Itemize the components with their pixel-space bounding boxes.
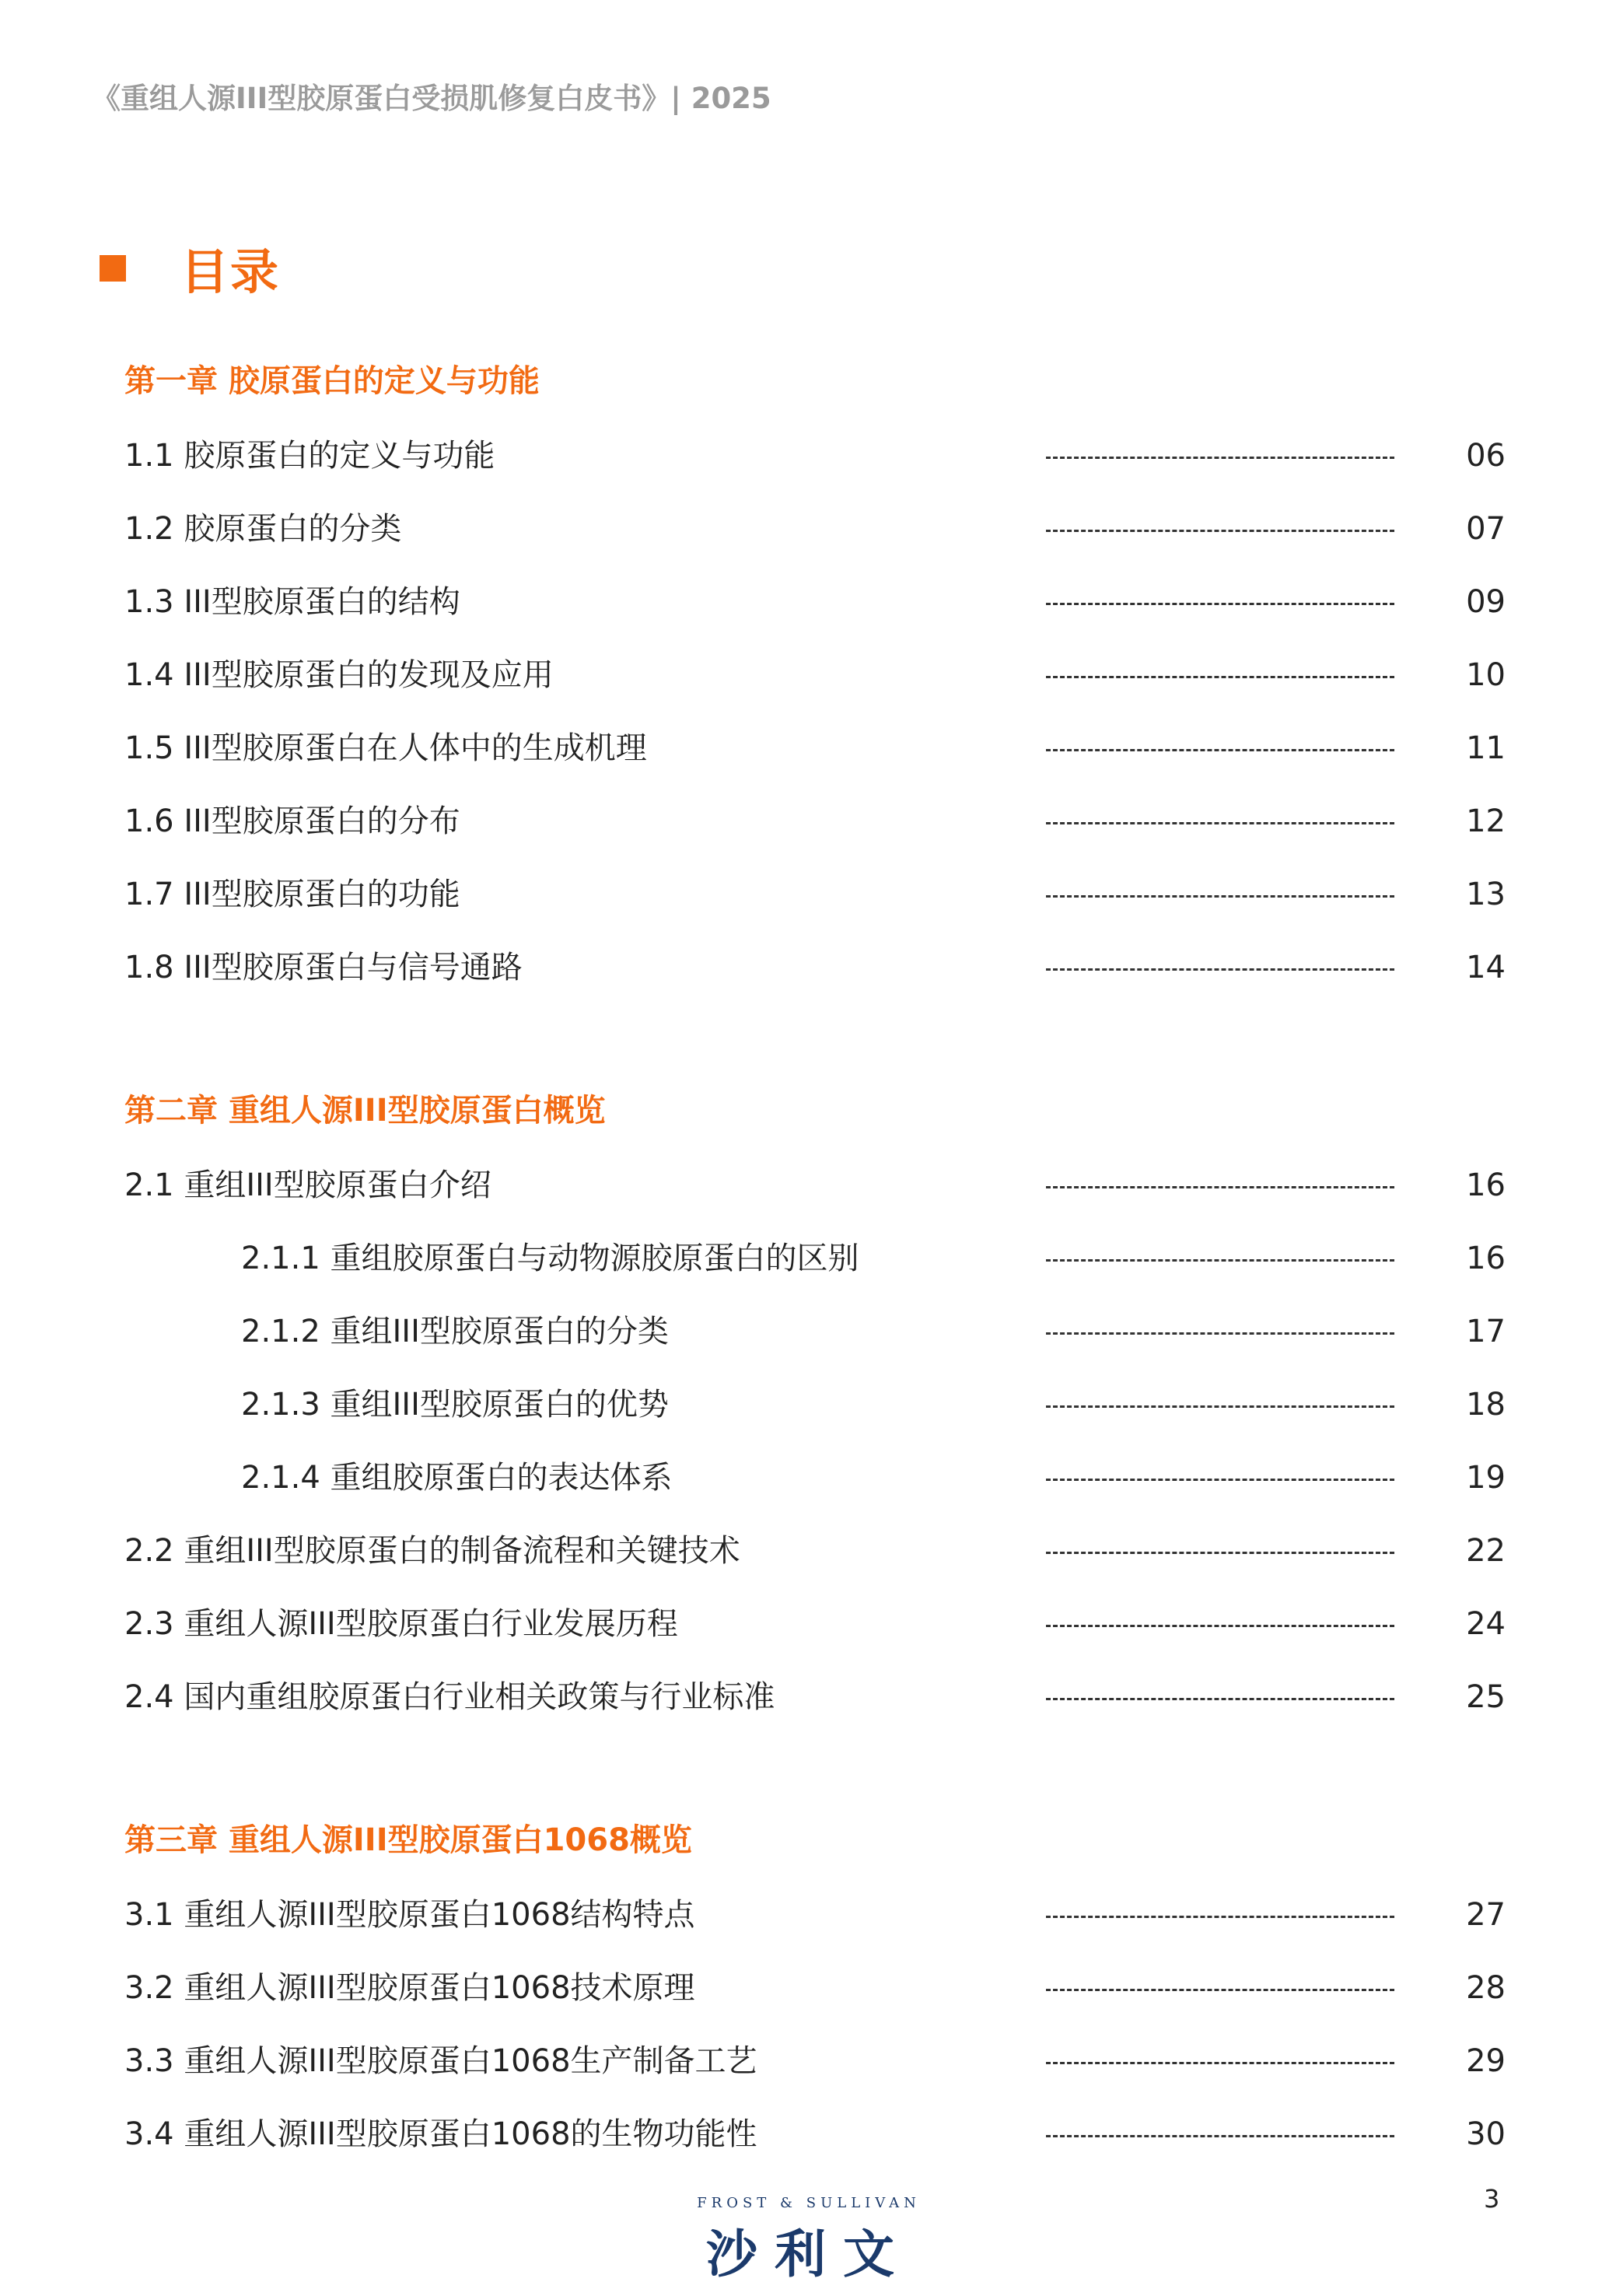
toc-entry-page: 24 [1466, 1606, 1506, 1642]
toc-entry-label: 3.2 重组人源III型胶原蛋白1068技术原理 [124, 1970, 695, 2006]
frost-sullivan-logo [684, 2195, 933, 2287]
toc-entry-page: 29 [1466, 2043, 1506, 2079]
square-bullet-icon [100, 255, 126, 282]
toc-entry[interactable] [0, 944, 1616, 991]
toc-entry-label: 1.4 III型胶原蛋白的发现及应用 [124, 657, 554, 693]
toc-entry[interactable] [0, 725, 1616, 772]
toc-entry-page: 27 [1466, 1897, 1506, 1933]
toc-entry[interactable] [0, 579, 1616, 625]
toc-entry[interactable] [0, 1892, 1616, 1938]
toc-entry-page: 22 [1466, 1533, 1506, 1569]
dot-leader [1046, 1625, 1394, 1627]
toc-entry[interactable] [0, 1965, 1616, 2011]
toc-entry-page: 07 [1466, 511, 1506, 547]
toc-entry[interactable] [0, 2038, 1616, 2084]
page-number: 3 [1484, 2184, 1500, 2214]
toc-entry-page: 09 [1466, 584, 1506, 620]
dot-leader [1046, 1186, 1394, 1188]
dot-leader [1046, 749, 1394, 751]
toc-entry[interactable] [0, 1601, 1616, 1647]
dot-leader [1046, 530, 1394, 532]
toc-entry-page: 18 [1466, 1387, 1506, 1423]
toc-entry-label: 2.1.4 重组胶原蛋白的表达体系 [241, 1460, 673, 1496]
toc-subentry[interactable] [0, 1381, 1616, 1428]
dot-leader [1046, 1552, 1394, 1554]
toc-entry[interactable] [0, 871, 1616, 918]
toc-entry[interactable] [0, 1162, 1616, 1209]
toc-entry[interactable] [0, 2111, 1616, 2158]
toc-entry-label: 1.6 III型胶原蛋白的分布 [124, 803, 460, 839]
dot-leader [1046, 1332, 1394, 1335]
toc-entry[interactable] [0, 1528, 1616, 1574]
logo-chinese: 沙利文 [706, 2224, 911, 2284]
toc-entry-page: 28 [1466, 1970, 1506, 2006]
toc-subentry[interactable] [0, 1235, 1616, 1282]
toc-entry[interactable] [0, 506, 1616, 552]
toc-entry-label: 1.7 III型胶原蛋白的功能 [124, 877, 460, 912]
toc-entry-label: 1.8 III型胶原蛋白与信号通路 [124, 950, 523, 985]
toc-entry[interactable] [0, 798, 1616, 845]
dot-leader [1046, 676, 1394, 678]
toc-entry-page: 17 [1466, 1314, 1506, 1349]
toc-entry-page: 16 [1466, 1167, 1506, 1203]
toc-entry[interactable] [0, 652, 1616, 698]
toc-entry-page: 25 [1466, 1679, 1506, 1715]
toc-entry-label: 2.1 重组III型胶原蛋白介绍 [124, 1167, 491, 1203]
toc-entry-label: 1.2 胶原蛋白的分类 [124, 511, 402, 547]
toc-heading [100, 233, 280, 303]
toc-entry-page: 10 [1466, 657, 1506, 693]
toc-entry-page: 06 [1466, 438, 1506, 474]
toc-entry-label: 2.2 重组III型胶原蛋白的制备流程和关键技术 [124, 1533, 740, 1569]
toc-entry-label: 2.1.1 重组胶原蛋白与动物源胶原蛋白的区别 [241, 1241, 859, 1276]
toc-entry-label: 3.1 重组人源III型胶原蛋白1068结构特点 [124, 1897, 695, 1933]
toc-title: 目录 [180, 243, 281, 300]
dot-leader [1046, 603, 1394, 605]
toc-entry-page: 14 [1466, 950, 1506, 985]
dot-leader [1046, 1916, 1394, 1918]
toc-entry-label: 2.1.2 重组III型胶原蛋白的分类 [241, 1314, 669, 1349]
dot-leader [1046, 822, 1394, 824]
toc-subentry[interactable] [0, 1454, 1616, 1501]
toc-entry-label: 1.3 III型胶原蛋白的结构 [124, 584, 460, 620]
dot-leader [1046, 968, 1394, 971]
toc-entry[interactable] [0, 1674, 1616, 1720]
toc-entry-label: 1.5 III型胶原蛋白在人体中的生成机理 [124, 730, 647, 766]
dot-leader [1046, 457, 1394, 459]
chapter-2-title: 第二章 重组人源III型胶原蛋白概览 [124, 1093, 606, 1129]
toc-entry-page: 13 [1466, 877, 1506, 912]
toc-entry-label: 3.3 重组人源III型胶原蛋白1068生产制备工艺 [124, 2043, 757, 2079]
dot-leader [1046, 1479, 1394, 1481]
toc-entry-label: 3.4 重组人源III型胶原蛋白1068的生物功能性 [124, 2116, 757, 2152]
dot-leader [1046, 895, 1394, 898]
toc-entry-page: 12 [1466, 803, 1506, 839]
chapter-3-title: 第三章 重组人源III型胶原蛋白1068概览 [124, 1822, 692, 1858]
toc-entry-label: 1.1 胶原蛋白的定义与功能 [124, 438, 495, 474]
dot-leader [1046, 1698, 1394, 1700]
toc-subentry[interactable] [0, 1308, 1616, 1355]
toc-entry[interactable] [0, 432, 1616, 479]
toc-entry-label: 2.4 国内重组胶原蛋白行业相关政策与行业标准 [124, 1679, 775, 1715]
toc-entry-label: 2.3 重组人源III型胶原蛋白行业发展历程 [124, 1606, 678, 1642]
dot-leader [1046, 1989, 1394, 1991]
dot-leader [1046, 1259, 1394, 1262]
toc-entry-page: 11 [1466, 730, 1506, 766]
toc-entry-page: 19 [1466, 1460, 1506, 1496]
dot-leader [1046, 2135, 1394, 2137]
toc-entry-page: 16 [1466, 1241, 1506, 1276]
document-header: 《重组人源III型胶原蛋白受损肌修复白皮书》| 2025 [92, 82, 771, 115]
toc-entry-page: 30 [1466, 2116, 1506, 2152]
dot-leader [1046, 2062, 1394, 2064]
dot-leader [1046, 1405, 1394, 1408]
toc-entry-label: 2.1.3 重组III型胶原蛋白的优势 [241, 1387, 669, 1423]
chapter-1-title: 第一章 胶原蛋白的定义与功能 [124, 363, 540, 399]
logo-english: FROST & SULLIVAN [697, 2195, 921, 2211]
